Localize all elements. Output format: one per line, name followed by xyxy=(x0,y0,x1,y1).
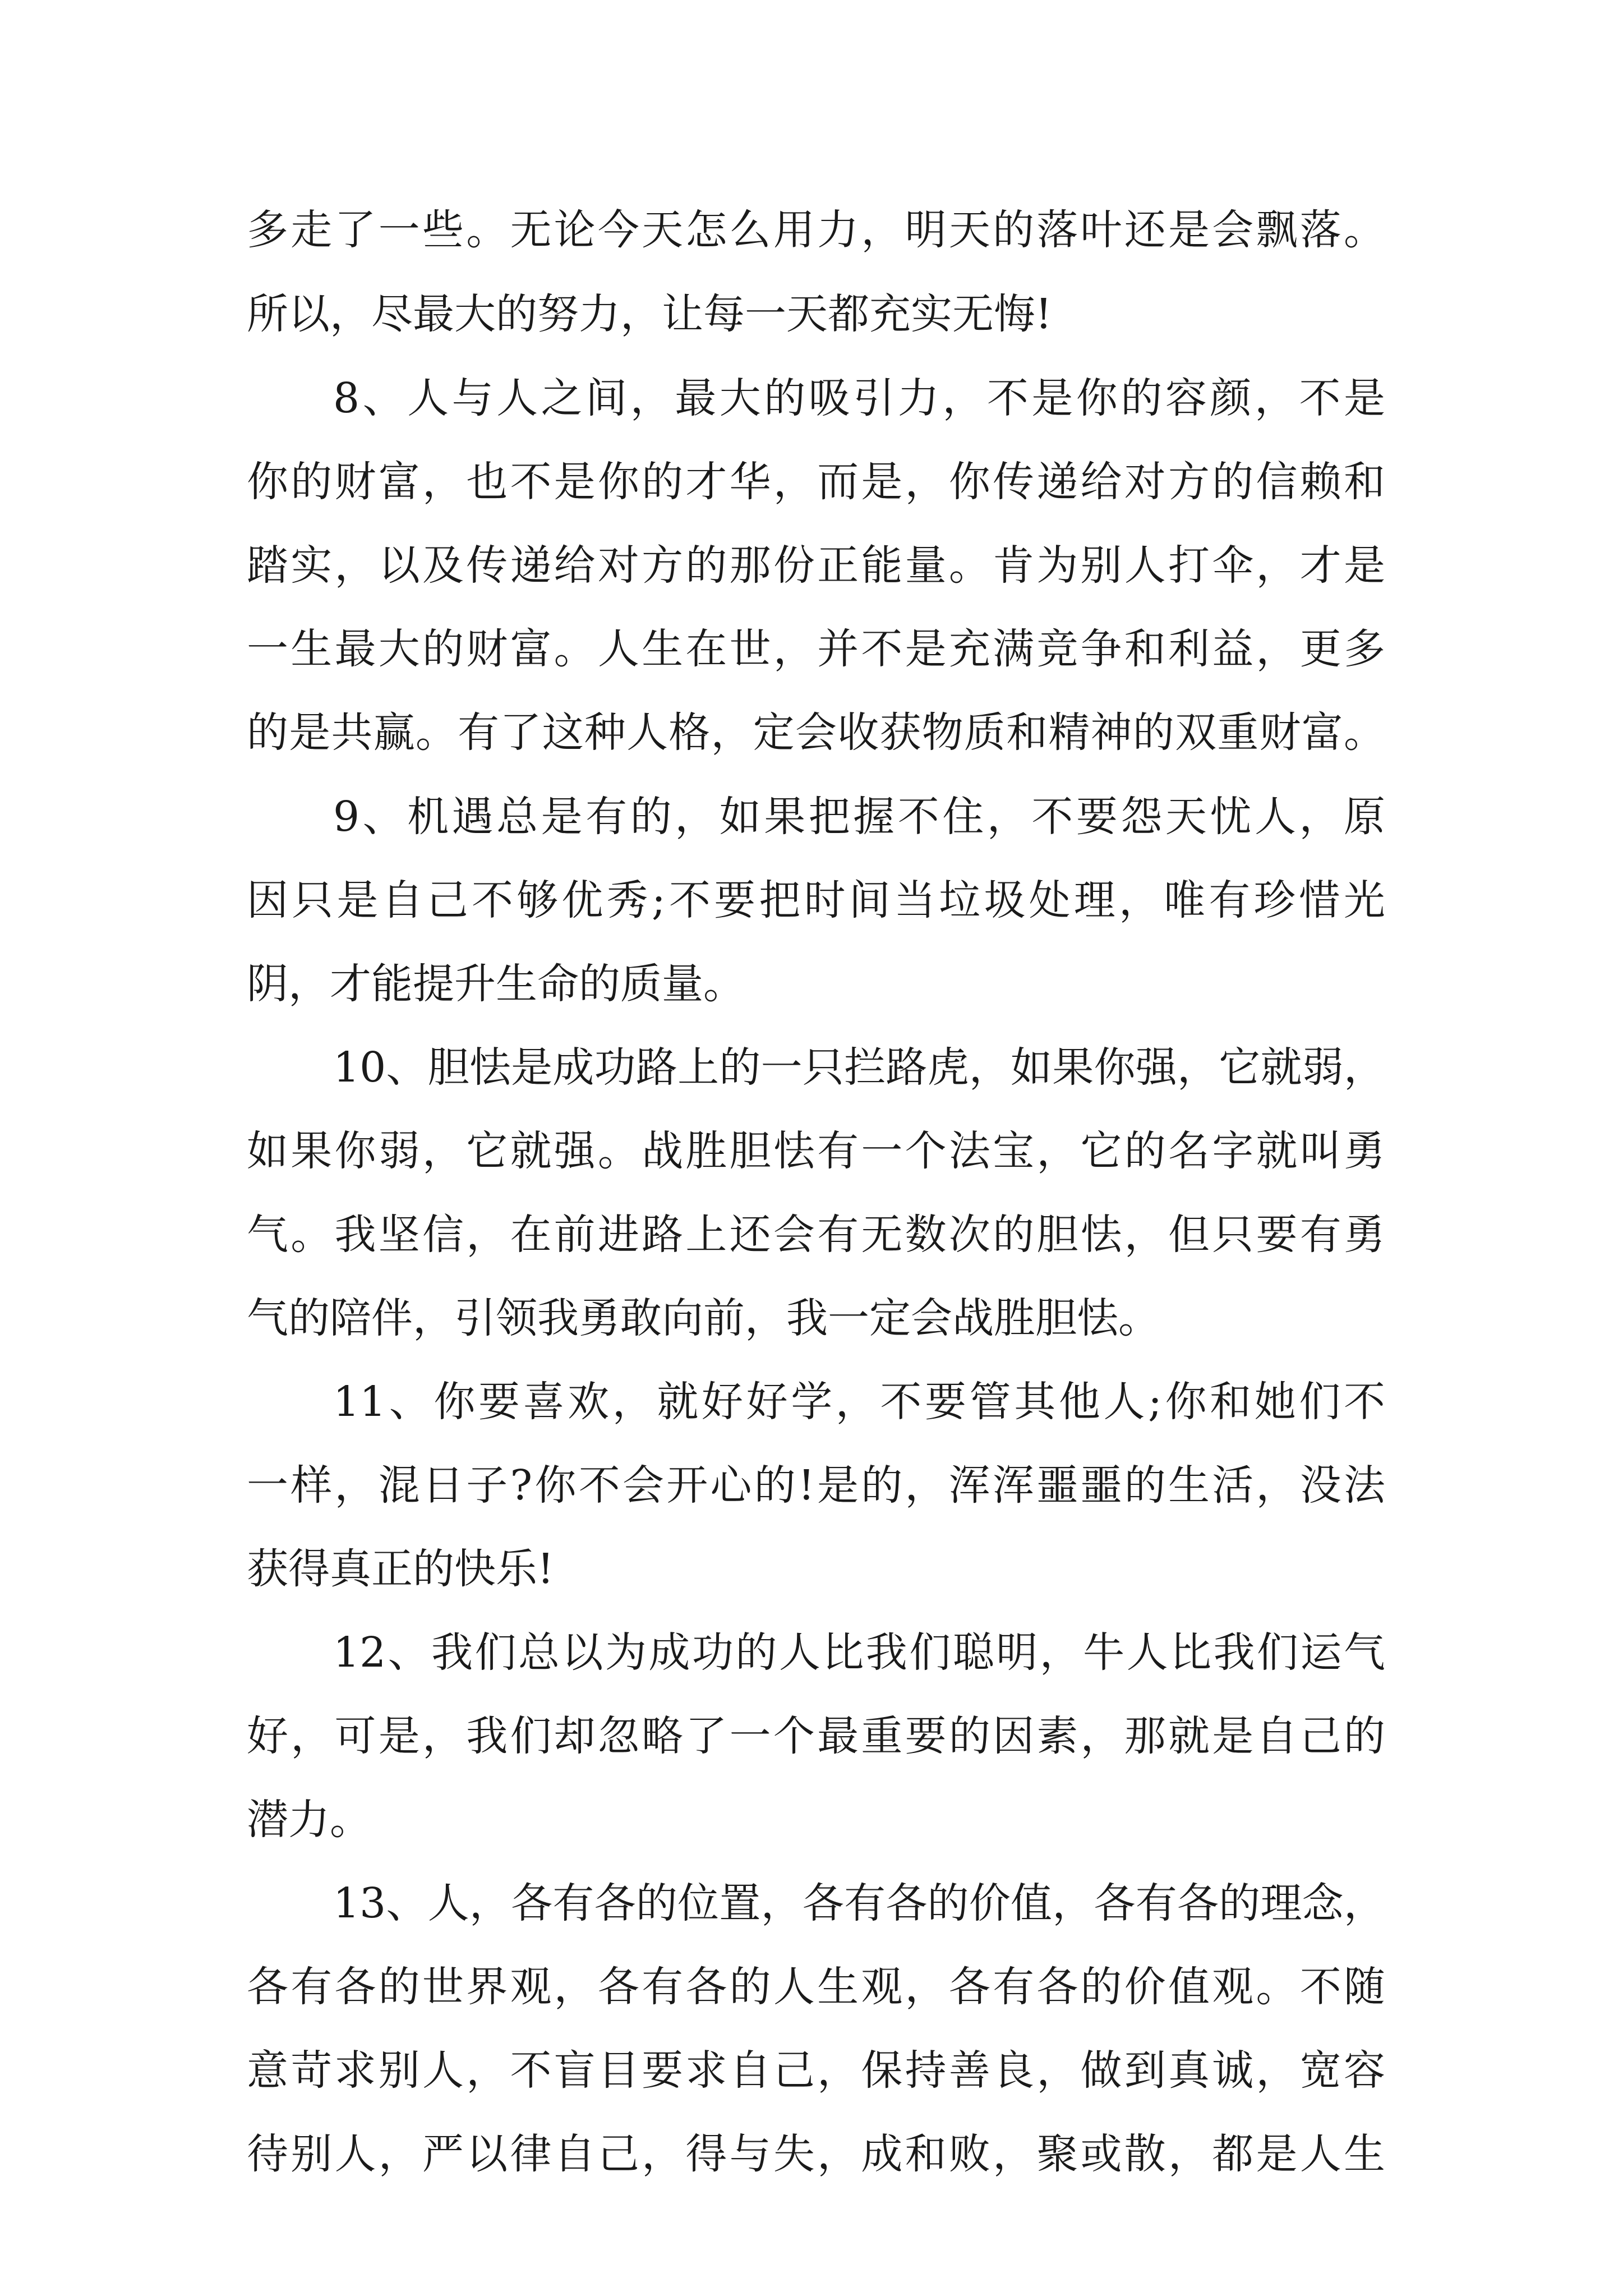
text-line: 获得真正的快乐! xyxy=(247,1545,554,1593)
text-line: 阴，才能提升生命的质量。 xyxy=(247,960,745,1008)
text-line: 气的陪伴，引领我勇敢向前，我一定会战胜胆怯。 xyxy=(247,1294,1160,1342)
text-line: 你的财富，也不是你的才华，而是，你传递给对方的信赖和 xyxy=(247,458,1385,506)
text-line: 踏实，以及传递给对方的那份正能量。肯为别人打伞，才是 xyxy=(247,541,1385,590)
text-line: 意苛求别人，不盲目要求自己，保持善良，做到真诚，宽容 xyxy=(247,2046,1385,2095)
text-line: 因只是自己不够优秀;不要把时间当垃圾处理，唯有珍惜光 xyxy=(247,876,1385,924)
text-line: 多走了一些。无论今天怎么用力，明天的落叶还是会飘落。 xyxy=(247,206,1385,254)
text-line: 如果你弱，它就强。战胜胆怯有一个法宝，它的名字就叫勇 xyxy=(247,1127,1385,1175)
text-line: 的是共赢。有了这种人格，定会收获物质和精神的双重财富。 xyxy=(247,708,1385,757)
text-line: 潜力。 xyxy=(247,1796,371,1844)
paragraph-11-first-line: 11、你要喜欢，就好好学，不要管其他人;你和她们不 xyxy=(333,1378,1385,1426)
paragraph-9-first-line: 9、机遇总是有的，如果把握不住，不要怨天忧人，原 xyxy=(333,793,1385,841)
text-line: 所以，尽最大的努力，让每一天都充实无悔! xyxy=(247,290,1052,338)
paragraph-12-first-line: 12、我们总以为成功的人比我们聪明，牛人比我们运气 xyxy=(333,1628,1385,1677)
text-line: 各有各的世界观，各有各的人生观，各有各的价值观。不随 xyxy=(247,1963,1385,2011)
text-line: 气。我坚信，在前进路上还会有无数次的胆怯，但只要有勇 xyxy=(247,1211,1385,1259)
text-line: 待别人，严以律自己，得与失，成和败，聚或散，都是人生 xyxy=(247,2130,1385,2178)
text-line: 一生最大的财富。人生在世，并不是充满竞争和利益，更多 xyxy=(247,625,1385,673)
text-line: 好，可是，我们却忽略了一个最重要的因素，那就是自己的 xyxy=(247,1712,1385,1760)
text-line: 一样，混日子?你不会开心的!是的，浑浑噩噩的生活，没法 xyxy=(247,1461,1385,1510)
paragraph-10-first-line: 10、胆怯是成功路上的一只拦路虎，如果你强，它就弱， xyxy=(333,1043,1385,1092)
paragraph-13-first-line: 13、人，各有各的位置，各有各的价值，各有各的理念， xyxy=(333,1879,1385,1927)
paragraph-8-first-line: 8、人与人之间，最大的吸引力，不是你的容颜，不是 xyxy=(333,374,1385,422)
